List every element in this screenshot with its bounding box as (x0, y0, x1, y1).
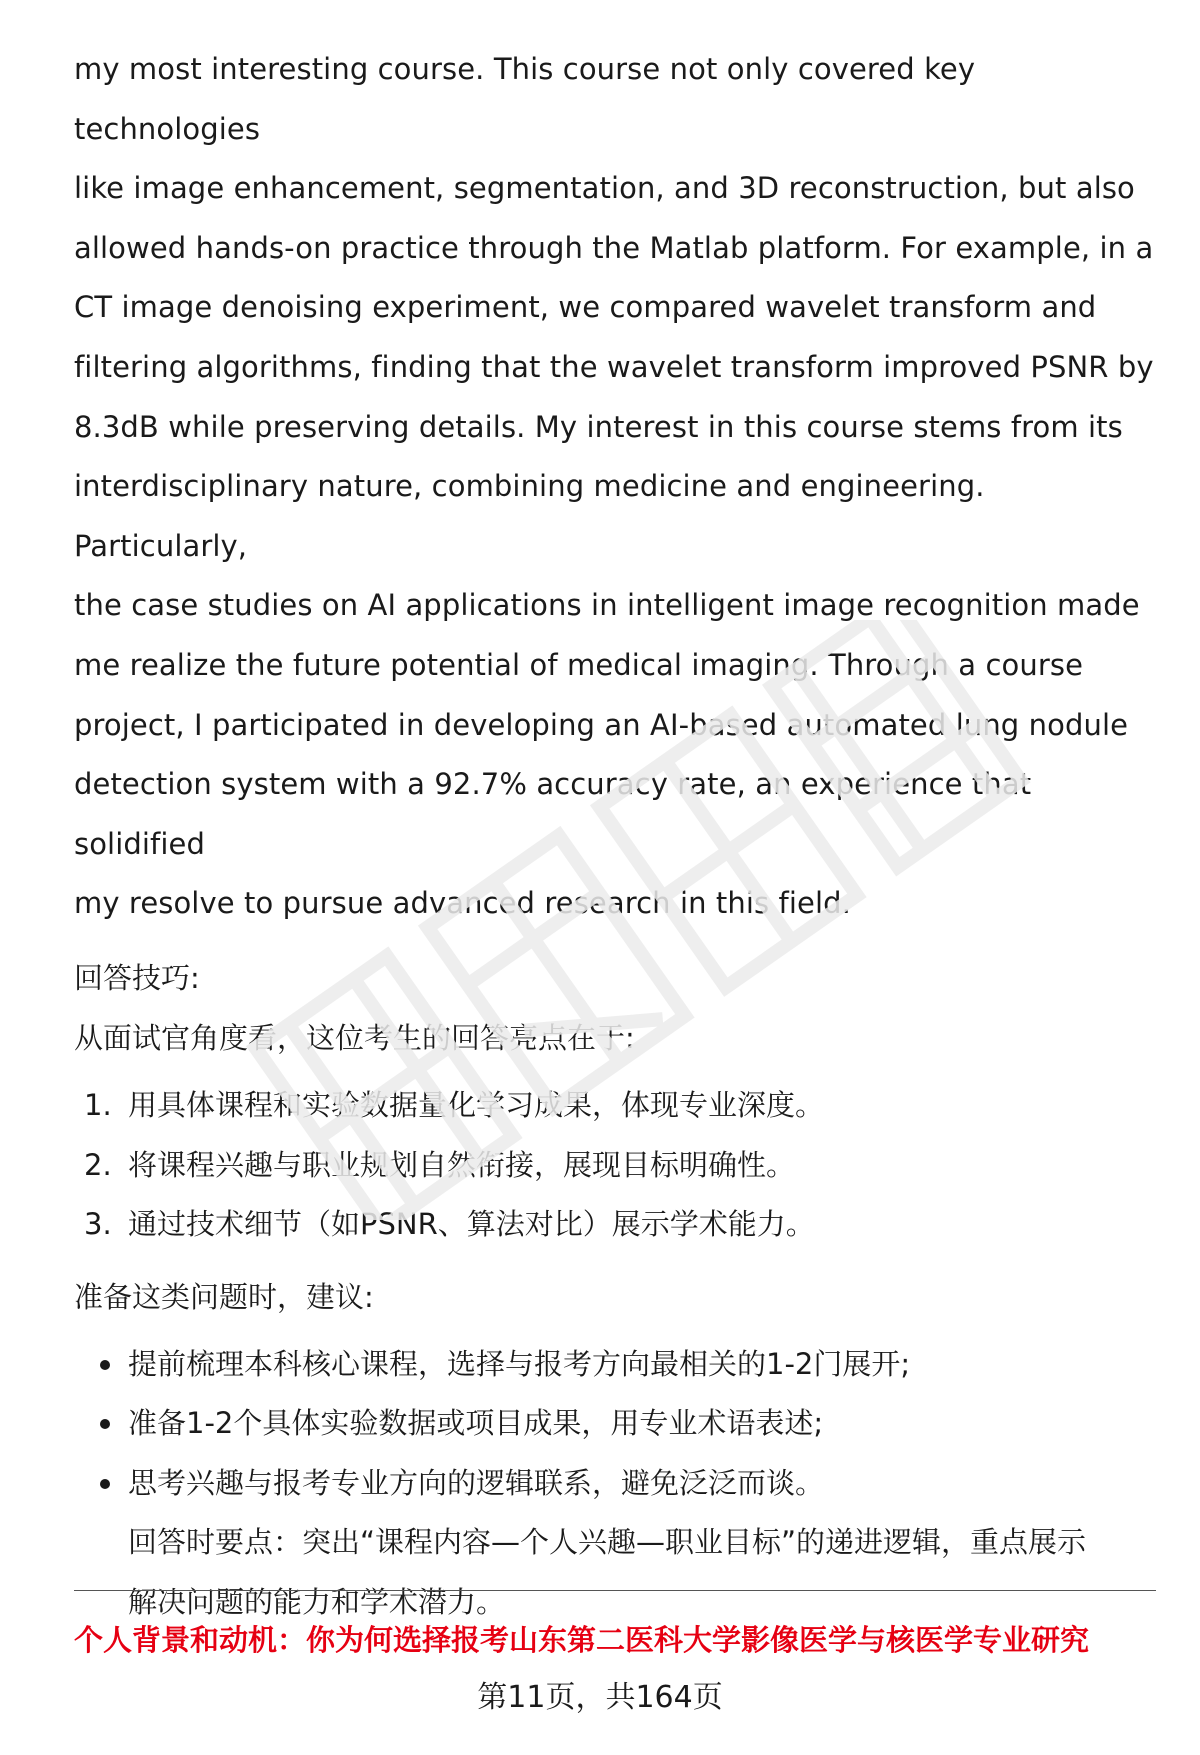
paragraph-line: CT image denoising experiment, we compared wavelet transform and (74, 290, 1097, 325)
list-item (74, 1076, 1154, 1136)
bullet-icon (100, 1479, 110, 1489)
tips-list (74, 1076, 1154, 1255)
page-number: 第11页，共164页 (477, 1680, 723, 1715)
footer-section-title: 个人背景和动机：你为何选择报考山东第二医科大学影像医学与核医学专业研究 (74, 1623, 1090, 1657)
list-item (74, 1136, 1154, 1196)
list-item (74, 1394, 1154, 1454)
list-item (74, 1335, 1154, 1395)
list-number: 3. (84, 1207, 112, 1242)
paragraph-line: allowed hands-on practice through the Matlab platform. For example, in a (74, 230, 1154, 265)
list-item-text: 准备1-2个具体实验数据或项目成果，用专业术语表述; (128, 1406, 824, 1441)
list-item-text: 思考兴趣与报考专业方向的逻辑联系，避免泛泛而谈。 (128, 1465, 825, 1500)
paragraph-line: the case studies on AI applications in intelligent image recognition made (74, 588, 1140, 623)
note-line: 回答时要点：突出“课程内容—个人兴趣—职业目标”的递进逻辑，重点展示 (128, 1525, 1087, 1560)
list-item-text: 将课程兴趣与职业规划自然衔接，展现目标明确性。 (128, 1147, 796, 1182)
paragraph-line: interdisciplinary nature, combining medicine and engineering. Particularly, (74, 469, 985, 563)
document-page (74, 40, 1154, 1633)
paragraph-line: my resolve to pursue advanced research in this field. (74, 886, 851, 921)
paragraph-line: 8.3dB while preserving details. My interest in this course stems from its (74, 409, 1123, 444)
bullet-icon (100, 1419, 110, 1429)
list-item-text: 通过技术细节（如PSNR、算法对比）展示学术能力。 (128, 1207, 815, 1242)
list-item (74, 1195, 1154, 1255)
list-item-text: 用具体课程和实验数据量化学习成果，体现专业深度。 (128, 1087, 825, 1122)
list-item-text: 提前梳理本科核心课程，选择与报考方向最相关的1-2门展开; (128, 1346, 911, 1381)
bullet-icon (100, 1360, 110, 1370)
footer-divider (74, 1590, 1156, 1591)
list-item (74, 1454, 1154, 1514)
paragraph-line: me realize the future potential of medical imaging. Through a course (74, 647, 1084, 682)
paragraph-line: detection system with a 92.7% accuracy rate, an experience that solidified (74, 767, 1032, 861)
paragraph-line: like image enhancement, segmentation, and 3D reconstruction, but also (74, 171, 1135, 206)
advice-heading: 准备这类问题时，建议: (74, 1279, 374, 1314)
tips-heading: 回答技巧: (74, 960, 200, 995)
body-paragraph (74, 40, 1154, 934)
tips-intro: 从面试官角度看，这位考生的回答亮点在于: (74, 1020, 635, 1055)
advice-list (74, 1335, 1154, 1514)
paragraph-line: my most interesting course. This course not only covered key technologies (74, 52, 976, 146)
note-line: 解决问题的能力和学术潜力。 (128, 1585, 506, 1620)
answer-note (74, 1513, 1154, 1632)
paragraph-line: filtering algorithms, finding that the wavelet transform improved PSNR by (74, 349, 1154, 384)
list-number: 2. (84, 1147, 112, 1182)
list-number: 1. (84, 1087, 112, 1122)
paragraph-line: project, I participated in developing an AI-based automated lung nodule (74, 707, 1129, 742)
